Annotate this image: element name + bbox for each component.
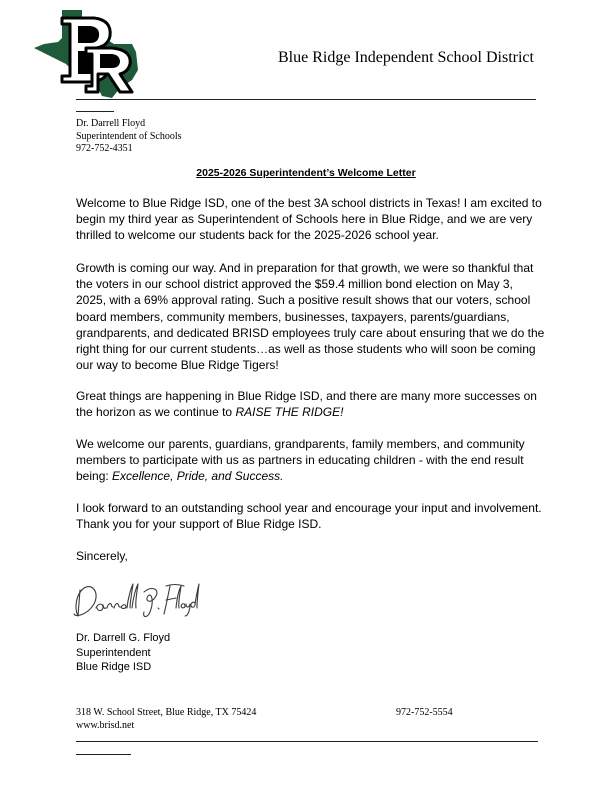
paragraph-great-things-text: Great things are happening in Blue Ridge ISD, and there are many more successes on the horizon as we continue to xyxy=(76,389,537,420)
signature-title: Superintendent xyxy=(76,646,151,659)
signature-org: Blue Ridge ISD xyxy=(76,661,152,673)
closing-salutation: Sincerely, xyxy=(76,549,128,563)
footer-divider-short xyxy=(76,754,131,755)
paragraph-partners xyxy=(76,436,546,485)
footer-phone: 972-752-5554 xyxy=(396,707,453,718)
paragraph-partners-text: We welcome our parents, guardians, grandparents, family members, and community members to participate with us as partners in educating children - with the end result being: xyxy=(76,437,525,484)
letter-title: 2025-2026 Superintendent’s Welcome Letter xyxy=(196,167,416,179)
header-divider-short xyxy=(76,111,114,112)
district-logo xyxy=(32,8,142,100)
sender-role: Superintendent of Schools xyxy=(76,130,182,142)
raise-the-ridge-emphasis: RAISE THE RIDGE! xyxy=(235,405,344,420)
footer-website: www.brisd.net xyxy=(76,720,135,731)
sender-contact xyxy=(76,118,182,156)
header-divider xyxy=(76,99,536,100)
paragraph-closing-thoughts: I look forward to an outstanding school year and encourage your input and involvement. Thank you for your support of Blue Ridge ISD. xyxy=(76,501,542,532)
handwritten-signature xyxy=(70,578,200,622)
signature-block xyxy=(76,631,170,675)
paragraph-welcome: Welcome to Blue Ridge ISD, one of the best 3A school districts in Texas! I am excited to begin my third year as Superintendent of Schools here in Blue Ridge, and we are very thrilled to welcome our students back for the 2025-2026 school year. xyxy=(76,196,542,243)
paragraph-great-things xyxy=(76,388,546,420)
paragraph-growth: Growth is coming our way. And in preparation for that growth, we were so thankful that the voters in our school district approved the $59.4 million bond election on May 3, 2025, with a 69% approval rating. Such a positive result shows that our voters, school board members, community members, businesses, taxpayers, parents/guardians, grandparents, and dedicated BRISD employees truly care about ensuring that we do the right thing for our current students…as well as those students who will soon be coming our way to become Blue Ridge Tigers! xyxy=(76,261,545,373)
district-name: Blue Ridge Independent School District xyxy=(278,49,534,66)
footer-address: 318 W. School Street, Blue Ridge, TX 75424 xyxy=(76,707,257,718)
footer-divider xyxy=(76,741,538,742)
signature-name: Dr. Darrell G. Floyd xyxy=(76,632,171,644)
sender-name: Dr. Darrell Floyd xyxy=(76,118,146,129)
sender-phone: 972-752-4351 xyxy=(76,143,133,154)
motto-emphasis: Excellence, Pride, and Success. xyxy=(112,469,284,484)
star-icon xyxy=(115,20,133,37)
